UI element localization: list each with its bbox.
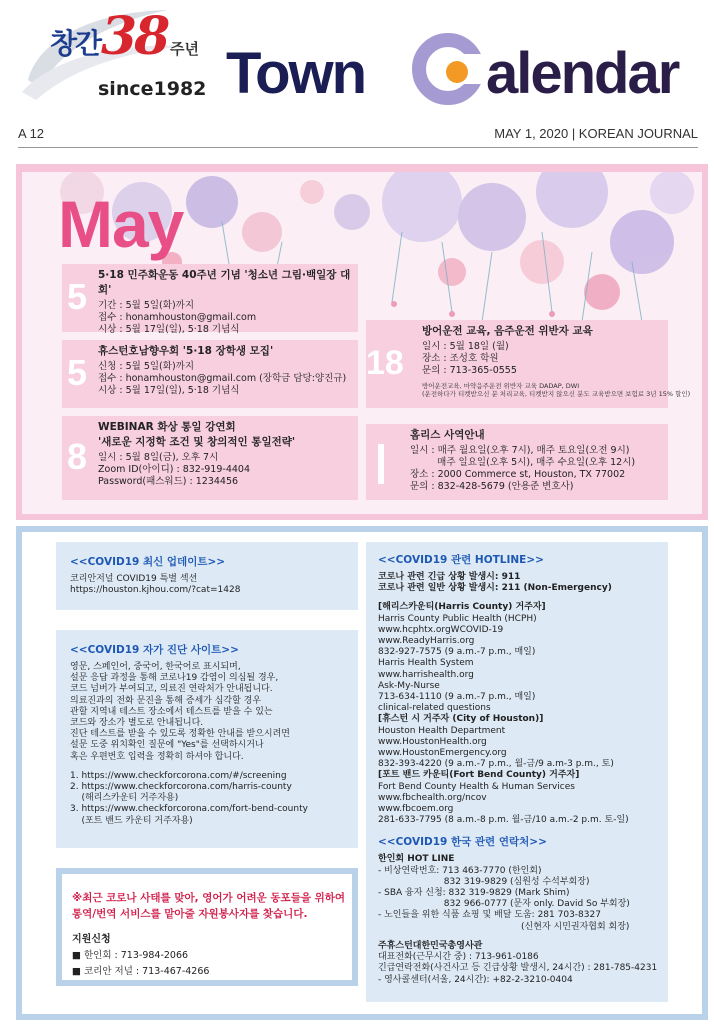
page-info-line (18, 124, 698, 144)
event-title: 홈리스 사역안내 (410, 429, 485, 441)
hotline-title: <<COVID19 관련 HOTLINE>> (378, 554, 544, 566)
calendar-c-logo-icon (411, 32, 485, 106)
anniversary-logo (18, 2, 208, 106)
covid-update-line: 코리안저널 COVID19 특별 섹션 (70, 574, 198, 584)
event-note: 방어운전교육, 마약음주운전 위반자 교육 DADAP, DWI (422, 382, 580, 390)
event-title: WEBINAR 화상 통일 강연회 (98, 421, 236, 433)
houston-link[interactable]: www.HoustonEmergency.org (378, 748, 507, 759)
selftest-link[interactable]: 1. https://www.checkforcorona.com/#/screening (70, 770, 287, 781)
event-line: Password(패스워드) : 1234456 (98, 476, 239, 487)
covid-selftest-box (56, 630, 358, 848)
event-homeless-ministry (366, 424, 668, 500)
event-line: 문의 : 713-365-0555 (422, 365, 517, 376)
event-line: 접수 : honamhouston@gmail.com (98, 312, 257, 323)
event-line: 일시 : 5월 18일 (월) (422, 341, 509, 352)
volunteer-title: ※최근 코로나 사태를 맞아, 영어가 어려운 동포들을 위하여 (72, 892, 346, 904)
anniversary-number: 38 (101, 6, 168, 67)
harris-line: Ask-My-Nurse (378, 680, 440, 691)
harris-link[interactable]: www.ReadyHarris.org (378, 636, 475, 647)
may-title: May (58, 187, 184, 261)
harris-link[interactable]: www.harrishealth.org (378, 669, 474, 680)
event-body (98, 344, 346, 397)
volunteer-box-frame (56, 868, 358, 986)
selftest-line: 혹은 우편번호 입력을 정확히 하셔야 합니다. (70, 751, 244, 762)
fortbend-heading: [포트 밴드 카운티(Fort Bend County) 거주자] (378, 770, 580, 781)
covid-update-link[interactable]: https://houston.kjhou.com/?cat=1428 (70, 585, 241, 596)
houston-heading: [휴스턴 시 거주자 (City of Houston)] (378, 714, 544, 725)
harris-line: 713-634-1110 (9 a.m.-7 p.m., 매일) (378, 692, 536, 703)
selftest-line: 의료진과의 전화 문진을 통해 증세가 심각할 경우 (70, 695, 262, 706)
anniversary-since: since1982 (98, 78, 207, 100)
fortbend-link[interactable]: www.fbchealth.org/ncov (378, 792, 487, 803)
event-unification-webinar (62, 416, 358, 500)
selftest-line: 코드 넘버가 부여되고, 의료진 연락처가 안내됩니다. (70, 684, 273, 695)
harris-line: 832-927-7575 (9 a.m.-7 p.m., 매일) (378, 647, 536, 658)
harris-heading: [해리스카운티(Harris County) 거주자] (378, 602, 546, 613)
covid-hotline-box (366, 542, 668, 1002)
harris-line: Harris County Public Health (HCPH) (378, 613, 537, 624)
issue-date: MAY 1, 2020 | KOREAN JOURNAL (494, 126, 698, 141)
volunteer-contact: ■ 코리안 저널 : 713-467-4266 (72, 966, 210, 977)
masthead (0, 0, 714, 118)
event-body (410, 428, 635, 493)
event-day: 18 (366, 344, 404, 382)
korea-line: 832 966-0777 (문자 only. David So 부회장) (378, 899, 630, 910)
korea-heading: 한인회 HOT LINE (378, 854, 455, 865)
harris-line: clinical-related questions (378, 703, 491, 714)
selftest-line: 진단 테스트를 받을 수 있도록 정확한 안내를 받으시려면 (70, 729, 290, 740)
town-calendar-logo (226, 30, 706, 106)
event-line: 일시 : 매주 월요일(오후 7시), 매주 토요일(오전 9시) (410, 445, 630, 456)
event-body (422, 324, 593, 377)
event-line: Zoom ID(아이디) : 832-919-4404 (98, 464, 251, 475)
hotline-line: 코로나 관련 일반 상황 발생시: 211 (Non-Emergency) (378, 583, 612, 594)
selftest-line: 코드와 장소가 별도로 안내됩니다. (70, 718, 204, 729)
covid-update-title: <<COVID19 최신 업데이트>> (70, 556, 226, 568)
event-notes (422, 382, 690, 398)
selftest-link-note: (포트 밴드 카운티 거주자용) (70, 815, 193, 826)
hotline-line: 코로나 관련 긴급 상황 발생시: 911 (378, 572, 521, 582)
volunteer-box (62, 874, 352, 980)
event-title: 휴스턴호남향우회 '5·18 장학생 모집' (98, 345, 274, 357)
volunteer-contact: ■ 한인회 : 713-984-2066 (72, 950, 189, 961)
selftest-title: <<COVID19 자가 진단 사이트>> (70, 644, 239, 656)
fortbend-line: Fort Bend County Health & Human Services (378, 781, 575, 792)
consulate-line: - 영사콜센터(서울, 24시간): +82-2-3210-0404 (378, 974, 573, 985)
brand-town: Town (226, 41, 366, 106)
event-line: 시상 : 5월 17일(일), 5·18 기념식 (98, 385, 240, 396)
selftest-line: 영문, 스페인어, 중국어, 한국어로 표시되며, (70, 662, 241, 672)
fortbend-line: 281-633-7795 (8 a.m.-8 p.m. 월-금/10 a.m.-2 p.m. 토-일) (378, 815, 629, 826)
selftest-link[interactable]: 2. https://www.checkforcorona.com/harris-county (70, 782, 292, 793)
accent-bar-icon (378, 444, 388, 484)
event-518-scholarship (62, 340, 358, 408)
houston-line: 832-393-4220 (9 a.m.-7 p.m., 월-금/9 a.m-3 p.m., 토) (378, 759, 614, 770)
covid-update-box (56, 542, 358, 610)
anniversary-suffix: 주년 (170, 40, 199, 58)
event-line: 장소 : 2000 Commerce st, Houston, TX 77002 (410, 469, 626, 480)
event-line: 시상 : 5월 17일(일), 5·18 기념식 (98, 324, 240, 335)
event-line: 기간 : 5월 5일(화)까지 (98, 300, 195, 311)
event-line: 일시 : 5월 8일(금), 오후 7시 (98, 452, 219, 463)
event-day: 5 (66, 352, 88, 393)
korea-line: - 노인들을 위한 식품 쇼핑 및 배달 도움: 281 703-8327 (378, 910, 601, 921)
consulate-line: 긴급연락전화(사건사고 등 긴급상황 발생시, 24시간) : 281-785-4231 (378, 963, 658, 974)
harris-link[interactable]: www.hcphtx.orgWCOVID-19 (378, 624, 504, 635)
korea-line: - SBA 융자 신청: 832 319-9829 (Mark Shim) (378, 888, 570, 899)
selftest-line: 설문 도중 위치확인 질문에 "Yes"를 선택하시거나 (70, 740, 264, 751)
event-body (98, 268, 358, 336)
korea-line: (신현자 시민권자협회 회장) (378, 921, 630, 932)
houston-link[interactable]: www.HoustonHealth.org (378, 736, 487, 747)
brand-alendar: alendar (486, 41, 679, 106)
korea-contacts-title: <<COVID19 한국 관련 연락처>> (378, 836, 547, 849)
event-note: (운전하다가 티켓받으신 분 처리교육, 티켓받지 않으신 분도 교육받으면 보험료 3년 15% 할인) (422, 390, 691, 398)
event-day: 5 (66, 276, 88, 317)
event-title: 방어운전 교육, 음주운전 위반자 교육 (422, 325, 593, 337)
event-day: 8 (66, 436, 88, 477)
houston-line: Houston Health Department (378, 725, 506, 736)
fortbend-link[interactable]: www.fbcoem.org (378, 804, 454, 815)
selftest-link-note: (해리스카운티 거주자용) (70, 793, 179, 804)
anniversary-korean: 창간 (50, 27, 101, 60)
event-line: 문의 : 832-428-5679 (안용준 변호사) (410, 481, 574, 492)
header-divider (18, 147, 698, 148)
harris-line: Harris Health System (378, 658, 474, 669)
selftest-link[interactable]: 3. https://www.checkforcorona.com/fort-bend-county (70, 804, 308, 815)
event-defensive-driving (366, 320, 691, 408)
event-title: 5·18 민주화운동 40주년 기념 '청소년 그림·백일장 대회' (98, 269, 351, 296)
event-line: 매주 일요일(오후 5시), 매주 수요일(오후 12시) (410, 457, 636, 468)
volunteer-subtitle: 지원신청 (72, 934, 111, 945)
korea-line: - 비상연락번호: 713 463-7770 (한인회) (378, 865, 542, 876)
consulate-line: 대표전화(근무시간 중) : 713-961-0186 (378, 952, 539, 963)
page-number: A 12 (18, 126, 45, 141)
event-line: 신청 : 5월 5일(화)까지 (98, 361, 195, 372)
event-body (98, 420, 295, 488)
event-line: 접수 : honamhouston@gmail.com (장학금 담당:양진규) (98, 373, 347, 384)
event-line: 장소 : 조성호 학원 (422, 353, 499, 364)
selftest-line: 관할 지역내 테스트 장소에서 테스트를 받을 수 있는 (70, 706, 273, 717)
event-518-art-contest (62, 264, 358, 335)
volunteer-title: 통역/번역 서비스를 맡아줄 자원봉사자를 찾습니다. (72, 908, 308, 920)
korea-line: 832 319-9829 (심원성 수석부회장) (378, 876, 590, 887)
event-subtitle: '새로운 지정학 조건 및 창의적인 통일전략' (98, 436, 296, 448)
selftest-line: 설문 응답 과정을 통해 코로나19 감염이 의심될 경우, (70, 673, 279, 684)
consulate-heading: 주휴스턴대한민국총영사관 (378, 940, 483, 951)
